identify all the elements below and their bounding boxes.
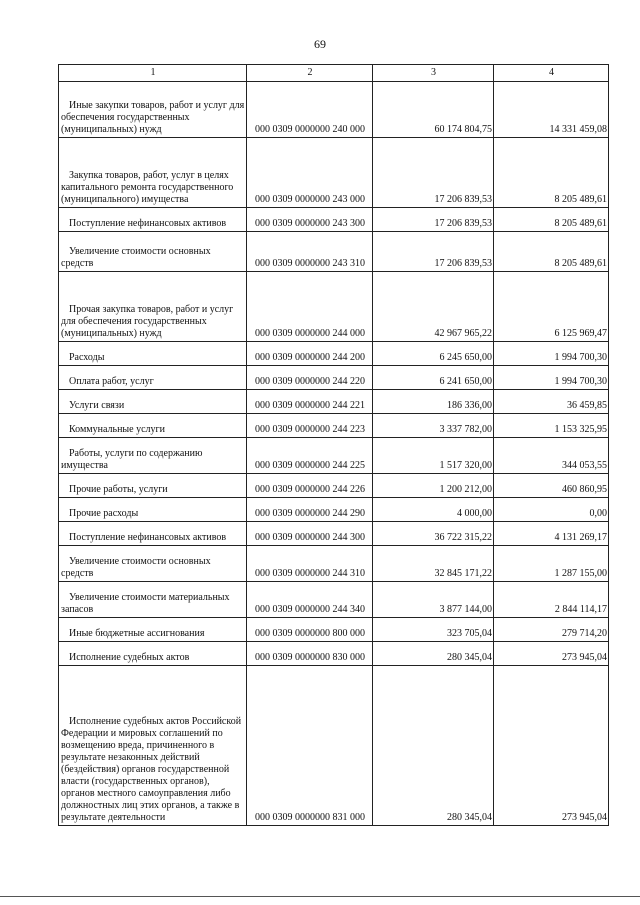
- table-row: [59, 82, 609, 138]
- row-name-cell: Увеличение стоимости материальных запасов: [59, 582, 247, 618]
- row-code-cell: 000 0309 0000000 243 300: [247, 208, 373, 232]
- row-col4-cell: 1 994 700,30: [494, 342, 609, 366]
- row-col4-cell: 6 125 969,47: [494, 272, 609, 342]
- row-code-cell: 000 0309 0000000 244 310: [247, 546, 373, 582]
- row-col4-cell: 2 844 114,17: [494, 582, 609, 618]
- table-row: [59, 138, 609, 208]
- table-row: [59, 546, 609, 582]
- row-code-cell: 000 0309 0000000 243 310: [247, 232, 373, 272]
- row-col4-cell: 344 053,55: [494, 438, 609, 474]
- row-code-cell: 000 0309 0000000 831 000: [247, 666, 373, 826]
- table-row: [59, 666, 609, 826]
- table-row: [59, 438, 609, 474]
- budget-table: [58, 64, 609, 826]
- row-col4-cell: 14 331 459,08: [494, 82, 609, 138]
- row-name-cell: Работы, услуги по содержанию имущества: [59, 438, 247, 474]
- table-row: [59, 642, 609, 666]
- row-col4-cell: 4 131 269,17: [494, 522, 609, 546]
- row-code-cell: 000 0309 0000000 830 000: [247, 642, 373, 666]
- row-col3-cell: 323 705,04: [373, 618, 494, 642]
- row-col3-cell: 3 877 144,00: [373, 582, 494, 618]
- table-body: [59, 82, 609, 826]
- row-name-cell: Прочие работы, услуги: [59, 474, 247, 498]
- row-code-cell: 000 0309 0000000 244 223: [247, 414, 373, 438]
- table-row: [59, 582, 609, 618]
- row-col4-cell: 8 205 489,61: [494, 232, 609, 272]
- table-row: [59, 414, 609, 438]
- row-code-cell: 000 0309 0000000 244 221: [247, 390, 373, 414]
- row-col3-cell: 1 517 320,00: [373, 438, 494, 474]
- row-col4-cell: 273 945,04: [494, 642, 609, 666]
- row-col3-cell: 280 345,04: [373, 666, 494, 826]
- row-name-cell: Поступление нефинансовых активов: [59, 522, 247, 546]
- table-row: [59, 342, 609, 366]
- row-code-cell: 000 0309 0000000 244 220: [247, 366, 373, 390]
- row-name-cell: Коммунальные услуги: [59, 414, 247, 438]
- row-col3-cell: 17 206 839,53: [373, 138, 494, 208]
- row-name-cell: Исполнение судебных актов Российской Федерации и мировых соглашений по возмещению вреда, причиненного в результате незаконных действий (бездействия) органов государственной власти (государственных органов), органов местного самоуправления либо должностных лиц этих органов, а также в результате деятельности: [59, 666, 247, 826]
- row-col3-cell: 32 845 171,22: [373, 546, 494, 582]
- column-header-3: 3: [373, 65, 494, 82]
- row-col3-cell: 42 967 965,22: [373, 272, 494, 342]
- row-name-cell: Увеличение стоимости основных средств: [59, 546, 247, 582]
- table-row: [59, 390, 609, 414]
- row-col3-cell: 17 206 839,53: [373, 208, 494, 232]
- row-col4-cell: 36 459,85: [494, 390, 609, 414]
- row-code-cell: 000 0309 0000000 244 300: [247, 522, 373, 546]
- row-name-cell: Прочие расходы: [59, 498, 247, 522]
- row-col4-cell: 1 153 325,95: [494, 414, 609, 438]
- row-col4-cell: 460 860,95: [494, 474, 609, 498]
- table-row: [59, 522, 609, 546]
- row-col3-cell: 36 722 315,22: [373, 522, 494, 546]
- page-bottom-rule: [0, 896, 640, 897]
- row-col3-cell: 60 174 804,75: [373, 82, 494, 138]
- row-col4-cell: 1 287 155,00: [494, 546, 609, 582]
- table-row: [59, 208, 609, 232]
- table-header-row: [59, 65, 609, 82]
- table-row: [59, 272, 609, 342]
- row-code-cell: 000 0309 0000000 240 000: [247, 82, 373, 138]
- row-code-cell: 000 0309 0000000 244 226: [247, 474, 373, 498]
- row-code-cell: 000 0309 0000000 244 340: [247, 582, 373, 618]
- row-col3-cell: 6 245 650,00: [373, 342, 494, 366]
- row-col3-cell: 4 000,00: [373, 498, 494, 522]
- row-name-cell: Иные закупки товаров, работ и услуг для обеспечения государственных (муниципальных) нужд: [59, 82, 247, 138]
- row-name-cell: Оплата работ, услуг: [59, 366, 247, 390]
- table-row: [59, 474, 609, 498]
- row-code-cell: 000 0309 0000000 243 000: [247, 138, 373, 208]
- table-row: [59, 366, 609, 390]
- row-col3-cell: 3 337 782,00: [373, 414, 494, 438]
- row-col3-cell: 280 345,04: [373, 642, 494, 666]
- row-name-cell: Закупка товаров, работ, услуг в целях капитального ремонта государственного (муниципального) имущества: [59, 138, 247, 208]
- column-header-4: 4: [494, 65, 609, 82]
- row-name-cell: Услуги связи: [59, 390, 247, 414]
- row-col4-cell: 273 945,04: [494, 666, 609, 826]
- row-name-cell: Прочая закупка товаров, работ и услуг для обеспечения государственных (муниципальных) нужд: [59, 272, 247, 342]
- row-col3-cell: 17 206 839,53: [373, 232, 494, 272]
- row-col4-cell: 0,00: [494, 498, 609, 522]
- row-name-cell: Расходы: [59, 342, 247, 366]
- row-code-cell: 000 0309 0000000 244 000: [247, 272, 373, 342]
- row-col4-cell: 1 994 700,30: [494, 366, 609, 390]
- table-row: [59, 498, 609, 522]
- column-header-2: 2: [247, 65, 373, 82]
- row-code-cell: 000 0309 0000000 244 225: [247, 438, 373, 474]
- row-col3-cell: 6 241 650,00: [373, 366, 494, 390]
- row-code-cell: 000 0309 0000000 244 290: [247, 498, 373, 522]
- row-col4-cell: 8 205 489,61: [494, 138, 609, 208]
- row-col3-cell: 186 336,00: [373, 390, 494, 414]
- row-col4-cell: 8 205 489,61: [494, 208, 609, 232]
- row-col4-cell: 279 714,20: [494, 618, 609, 642]
- row-col3-cell: 1 200 212,00: [373, 474, 494, 498]
- row-name-cell: Увеличение стоимости основных средств: [59, 232, 247, 272]
- column-header-1: 1: [59, 65, 247, 82]
- row-code-cell: 000 0309 0000000 244 200: [247, 342, 373, 366]
- table-row: [59, 618, 609, 642]
- row-code-cell: 000 0309 0000000 800 000: [247, 618, 373, 642]
- row-name-cell: Поступление нефинансовых активов: [59, 208, 247, 232]
- row-name-cell: Исполнение судебных актов: [59, 642, 247, 666]
- table-row: [59, 232, 609, 272]
- page-number: 69: [314, 37, 326, 51]
- row-name-cell: Иные бюджетные ассигнования: [59, 618, 247, 642]
